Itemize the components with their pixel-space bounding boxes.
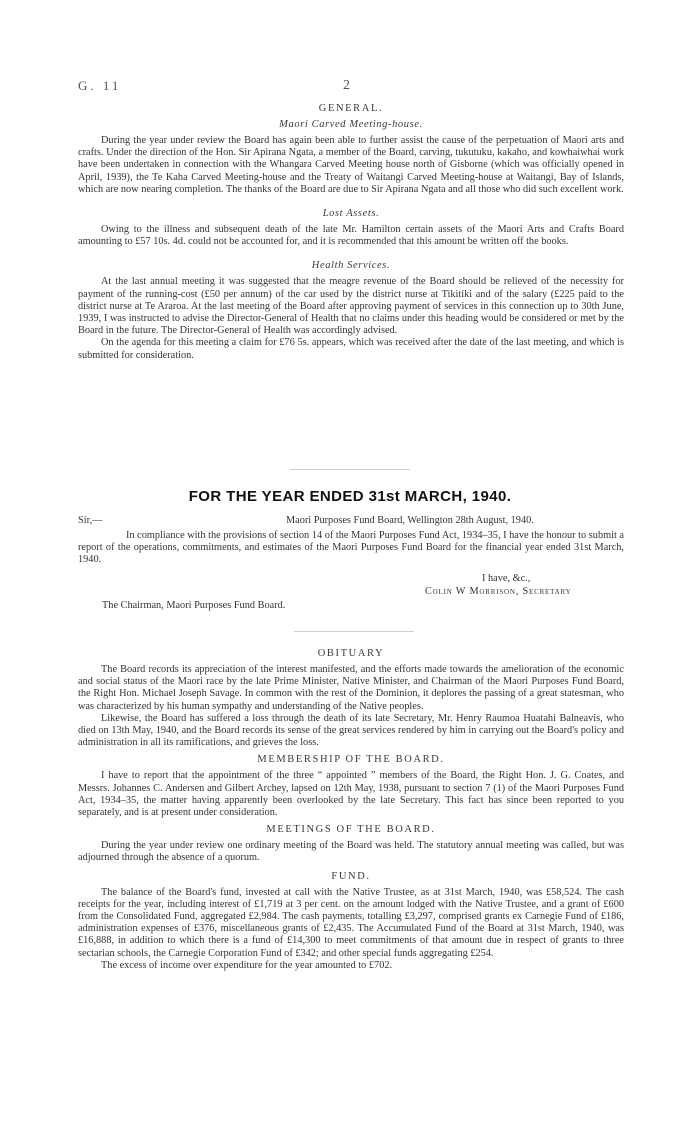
meetings-heading: MEETINGS OF THE BOARD. [266,824,436,836]
report-body [78,648,624,972]
signature: Colin W Morrison, Secretary [425,586,572,597]
letter-closing: I have, &c., [482,573,531,584]
health-services-text: At the last annual meeting it was suggested that the meagre revenue of the Board should be relieved of the necessity for payment of the running-cost (£50 per annum) of the car used by the district nurse at Tikitiki and of the salary (£225 paid to the district nurse at Te Araroa. At the last meeting of the Board after approving payment of services in this connection up to 30th June, 1939, I was instructed to advise the Director-General of Health that no claims under this heading would be considered or met by the Board in the future. The Director-General of Health was accordingly advised. [78,276,624,337]
obituary-heading: OBITUARY [317,648,385,659]
page-reference: G. 11 [78,78,122,93]
addressee: The Chairman, Maori Purposes Fund Board. [102,600,286,611]
fund-excess-text: The excess of income over expenditure for the year amounted to £702. [101,959,393,971]
obituary-text: The Board records its appreciation of the interest manifested, and the efforts made towards the amelioration of the economic and social status of the Maori race by the late Prime Minister, Native Minister, and Chairman of the Maori Purposes Fund Board, the Right Hon. Michael Joseph Savage. In common with the rest of the Dominion, it deplores the passing of a great statesman, who was characterized by his human sympathy and understanding of the Native peoples. [78,664,624,712]
letter-intro-block [78,530,624,567]
fund-text: The balance of the Board's fund, invested at call with the Native Trustee, as at 31st March, 1940, was £58,524. The cash receipts for the year, including interest of £1,719 at 3 per cent. on the amount lodged with the Native Trustee, and a grant of £600 from the Consolidated Fund, aggregated £2,984. The cash payments, totalling £3,297, comprised grants ex Carnegie Fund of £186, administration expenses of £376, miscellaneous grants of £2,435. The Accumulated Fund of the Board at 31st March, 1940, was £16,888, in addition to which there is a fund of £14,300 to meet commitments of that amount due in respect of grants to three sectarian schools, the Carnegie Corporation Fund of £342; and other special funds aggregating £254. [78,886,624,959]
place-date: Maori Purposes Fund Board, Wellington 28th August, 1940. [286,515,534,526]
obituary-secretary-text: Likewise, the Board has suffered a loss through the death of its late Secretary, Mr. Henry Raumoa Huatahi Balneavis, who died on 13th May, 1940, and the Board records its sense of the great services rendered by him in carrying out the Board's policy and administration in all its ramifications, and grieves the loss. [78,712,624,749]
letter-intro: In compliance with the provisions of section 14 of the Maori Purposes Fund Act, 1934–35, I have the honour to submit a report of the operations, commitments, and estimates of the Maori Purposes Fund Board for the financial year ended 31st March, 1940. [78,530,624,566]
meetings-text: During the year under review one ordinary meeting of the Board was held. The statutory annual meeting was called, but was adjourned through the absence of a quorum. [78,840,624,864]
section-divider [294,631,414,632]
membership-heading: MEMBERSHIP OF THE BOARD. [257,754,445,766]
section-divider [290,469,410,470]
carved-meeting-house-text: During the year under review the Board has again been able to further assist the cause of the perpetuation of Maori arts and crafts. Under the direction of the Hon. Sir Apirana Ngata, a member of the Board, carving, tukutuku, kakaho, and kowhaiwhai work have been undertaken in connection with the Whangara Carved Meeting house north of Gisborne (which was officially opened in April, 1939), the Te Kaha Carved Meeting-house and the Treaty of Waitangi Carved Meeting-house at Waitangi, Bay of Islands, which are now nearing completion. The thanks of the Board are due to Sir Apirana Ngata and all those who did such excellent work. [78,135,624,195]
general-section [78,103,624,362]
general-heading: GENERAL. [318,103,384,114]
health-services-agenda-text: On the agenda for this meeting a claim for £76 5s. appears, which was received after the date of the last meeting, and which is submitted for consideration. [78,337,624,361]
salutation: Sir,— [78,515,103,526]
membership-text: I have to report that the appointment of the three “ appointed ” members of the Board, the Right Hon. J. G. Coates, and Messrs. Johannes C. Andersen and Gilbert Archey, lapsed on 12th May, 1938, pursuant to section 7 (1) of the Maori Purposes Fund Act, 1934–35, the matter having apparently been overlooked by the late Secretary. This fact has since been reported to you separately, and is at present under consideration. [78,770,624,819]
fund-heading: FUND. [331,870,371,882]
health-services-subheading: Health Services. [311,260,391,272]
carved-meeting-house-subheading: Maori Carved Meeting-house. [279,119,423,130]
page-number: 2 [343,78,350,93]
lost-assets-text: Owing to the illness and subsequent death of the late Mr. Hamilton certain assets of the Maori Arts and Crafts Board amounting to £57 10s. 4d. could not be accounted for, and it is recommended that this amount be written off the books. [78,224,624,248]
lost-assets-subheading: Lost Assets. [322,208,380,220]
report-title: FOR THE YEAR ENDED 31st MARCH, 1940. [188,488,512,505]
